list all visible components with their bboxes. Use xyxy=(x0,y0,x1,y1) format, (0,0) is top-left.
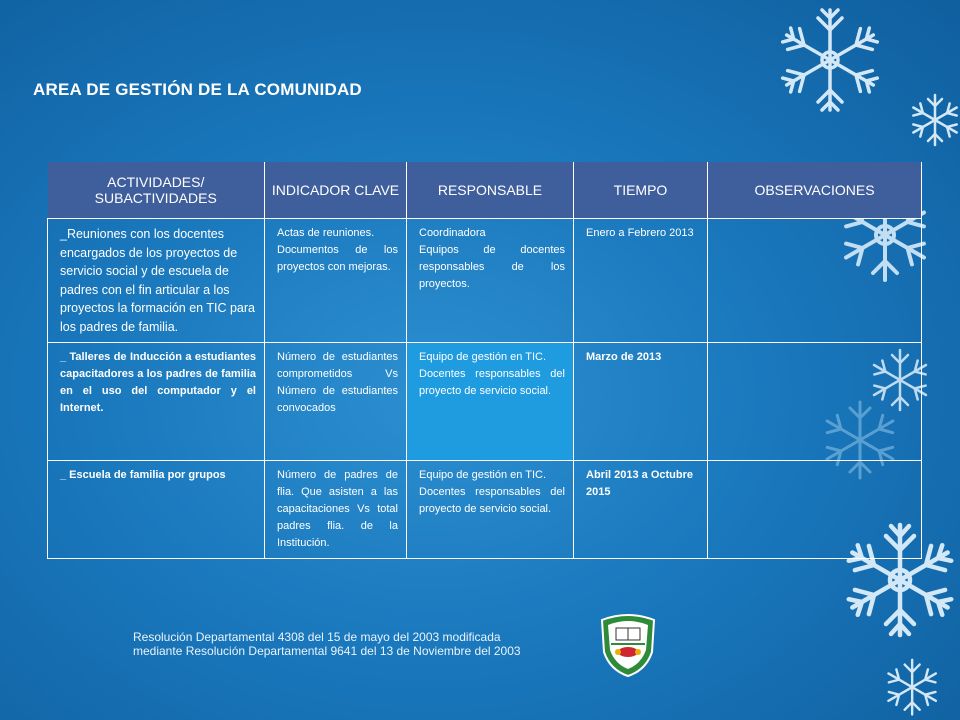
responsible-line: Equipos de docentes responsables de los proyectos. xyxy=(419,244,565,290)
activity-cell: _ Escuela de familia por grupos xyxy=(48,461,265,559)
table-row xyxy=(48,461,922,559)
indicator-line: Número de estudiantes comprometidos Vs Número de estudiantes convocados xyxy=(277,351,398,414)
indicator-cell xyxy=(265,343,407,461)
table-row xyxy=(48,343,922,461)
activities-table xyxy=(47,162,922,559)
column-header: INDICADOR CLAVE xyxy=(265,162,407,219)
responsible-line: Coordinadora xyxy=(419,227,486,239)
snowflake-icon xyxy=(770,0,890,120)
snowflake-icon xyxy=(905,90,960,150)
indicator-line: Número de padres de flia. Que asisten a las capacitaciones Vs total padres flia. de la Institución. xyxy=(277,469,398,549)
responsible-line: Docentes responsables del proyecto de servicio social. xyxy=(419,368,565,397)
page-title: AREA DE GESTIÓN DE LA COMUNIDAD xyxy=(33,80,362,99)
footer-resolution xyxy=(133,630,521,658)
time-cell: Abril 2013 a Octubre 2015 xyxy=(574,461,708,559)
indicator-cell xyxy=(265,219,407,343)
column-header: RESPONSABLE xyxy=(407,162,574,219)
observations-cell xyxy=(708,343,922,461)
table-row xyxy=(48,219,922,343)
column-header: ACTIVIDADES/ SUBACTIVIDADES xyxy=(48,162,265,219)
responsible-cell xyxy=(407,343,574,461)
table-header-row xyxy=(48,162,922,219)
time-cell: Marzo de 2013 xyxy=(574,343,708,461)
time-cell: Enero a Febrero 2013 xyxy=(574,219,708,343)
footer-line: Resolución Departamental 4308 del 15 de mayo del 2003 modificada xyxy=(133,630,501,644)
responsible-line: Docentes responsables del proyecto de servicio social. xyxy=(419,486,565,515)
column-header: OBSERVACIONES xyxy=(708,162,922,219)
indicator-cell xyxy=(265,461,407,559)
snowflake-icon xyxy=(865,655,960,720)
responsible-line: Equipo de gestión en TIC. xyxy=(419,469,546,481)
column-header: TIEMPO xyxy=(574,162,708,219)
indicator-line: Documentos de los proyectos con mejoras. xyxy=(277,244,398,273)
school-crest-logo xyxy=(596,612,660,678)
observations-cell xyxy=(708,461,922,559)
footer-line: mediante Resolución Departamental 9641 del 13 de Noviembre del 2003 xyxy=(133,644,521,658)
responsible-cell xyxy=(407,461,574,559)
indicator-line: Actas de reuniones. xyxy=(277,227,375,239)
responsible-line: Equipo de gestión en TIC. xyxy=(419,351,546,363)
responsible-cell xyxy=(407,219,574,343)
observations-cell xyxy=(708,219,922,343)
activity-cell: _Reuniones con los docentes encargados de los proyectos de servicio social y de escuela de padres con el fin articular a los proyectos la formación en TIC para los padres de familia. xyxy=(48,219,265,343)
activity-cell: _ Talleres de Inducción a estudiantes capacitadores a los padres de familia en el uso del computador y el Internet. xyxy=(48,343,265,461)
